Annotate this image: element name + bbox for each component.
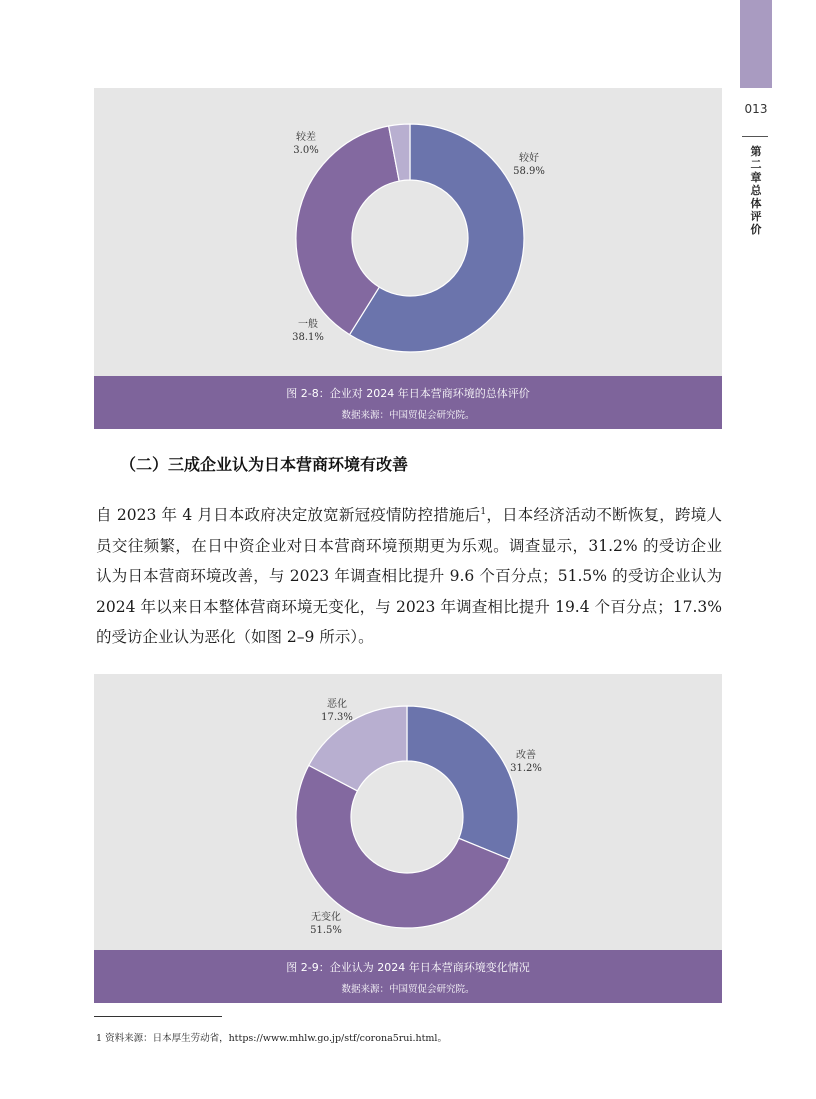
- slice-label: 无变化: [311, 912, 341, 923]
- figure-caption-source: 数据来源：中国贸促会研究院。: [341, 984, 475, 995]
- figure-2-8-caption: [94, 376, 722, 429]
- figure-2-9-caption: [94, 950, 722, 1003]
- slice-value-label: 58.9%: [513, 166, 545, 177]
- slice-value-label: 17.3%: [321, 712, 353, 723]
- slice-label: 改善: [516, 750, 536, 761]
- footnote: 1 资料来源：日本厚生劳动省，https://www.mhlw.go.jp/stf/corona5rui.html。: [96, 1033, 447, 1044]
- section-heading: （二）三成企业认为日本营商环境有改善: [120, 455, 409, 474]
- donut-chart-2-9: [94, 674, 722, 950]
- slice-value-label: 3.0%: [293, 145, 319, 156]
- figure-2-9: [94, 674, 722, 950]
- chapter-label: 第二章 总体评价: [750, 145, 762, 236]
- donut-slice-0: [407, 706, 518, 859]
- figure-2-8: [94, 88, 722, 376]
- paragraph-text-1: 自 2023 年 4 月日本政府决定放宽新冠疫情防控措施后: [96, 506, 481, 525]
- figure-caption-source: 数据来源：中国贸促会研究院。: [341, 410, 475, 421]
- footnote-rule: [94, 1016, 222, 1017]
- slice-label: 恶化: [327, 699, 347, 710]
- slice-value-label: 31.2%: [510, 763, 542, 774]
- slice-label: 一般: [298, 319, 318, 330]
- slice-value-label: 51.5%: [310, 925, 342, 936]
- slice-value-label: 38.1%: [292, 332, 324, 343]
- side-divider: [742, 136, 768, 137]
- slice-label: 较差: [296, 132, 316, 143]
- chapter-tab: [740, 0, 772, 88]
- body-paragraph: [96, 497, 722, 653]
- figure-caption-title: 图 2-9：企业认为 2024 年日本营商环境变化情况: [286, 961, 530, 974]
- paragraph-text-2: ，日本经济活动不断恢复，跨境人员交往频繁，在日中资企业对日本营商环境预期更为乐观。调查显示，31.2% 的受访企业认为日本营商环境改善，与 2023 年调查相比提升 9.6 个百分点；51.5% 的受访企业认为 2024 年以来日本整体营商环境无变化，与 2023 年调查相比提升 19.4 个百分点；17.3% 的受访企业认为恶化（如图 2–9 所示）。: [96, 506, 722, 647]
- donut-chart-2-8: [94, 88, 722, 376]
- slice-label: 较好: [519, 153, 539, 164]
- footnote-marker[interactable]: 1: [480, 507, 487, 517]
- figure-caption-title: 图 2-8：企业对 2024 年日本营商环境的总体评价: [286, 387, 530, 400]
- page-number: 013: [744, 102, 768, 116]
